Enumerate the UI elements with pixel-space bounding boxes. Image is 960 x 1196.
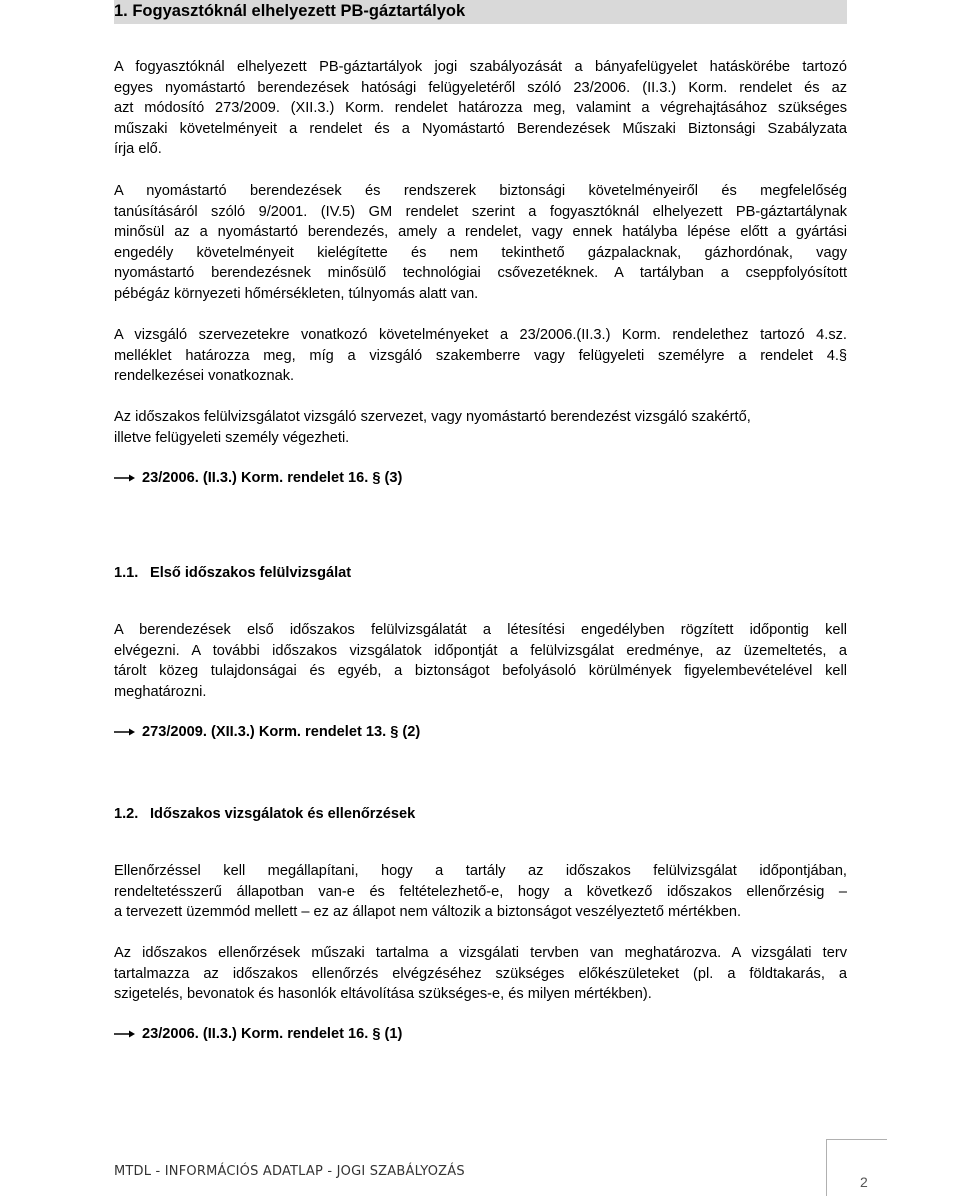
text-line: írja elő.: [114, 141, 162, 158]
page-footer: MTDL - INFORMÁCIÓS ADATLAP - JOGI SZABÁLYOZÁS: [114, 1164, 465, 1179]
text-line: elvégezni. A további időszakos vizsgálatok időpontját a felülvizsgálat eredménye, az üzemeltetés, a: [114, 642, 847, 659]
paragraph-7: [114, 943, 847, 1005]
text-line: azt módosító 273/2009. (XII.3.) Korm. rendelet határozza meg, valamint a végrehajtásához szükséges: [114, 100, 847, 117]
text-line: Ellenőrzéssel kell megállapítani, hogy a tartály az időszakos felülvizsgálat időpontjában,: [114, 863, 847, 879]
reference-text: 23/2006. (II.3.) Korm. rendelet 16. § (1): [142, 1026, 403, 1042]
subsection-number: 1.2.: [114, 806, 139, 822]
subsection-title: Első időszakos felülvizsgálat: [150, 565, 352, 581]
legal-reference-3: [114, 1024, 402, 1044]
text-line: illetve felügyeleti személy végezheti.: [114, 429, 350, 446]
subsection-number: 1.1.: [114, 565, 139, 581]
arrow-right-icon: [114, 1029, 142, 1039]
paragraph-5: [114, 620, 847, 702]
paragraph-1: [114, 57, 847, 160]
text-line: műszaki követelményeit a rendelet és a Nyomástartó Berendezések Műszaki Biztonsági Szabályzata: [114, 120, 847, 137]
text-line: Az időszakos ellenőrzések műszaki tartalma a vizsgálati tervben van meghatározva. A vizsgálati terv: [114, 945, 847, 961]
text-line: tanúsításáról szóló 9/2001. (IV.5) GM rendelet szerint a fogyasztóknál elhelyezett PB-gáztartálynak: [114, 203, 847, 220]
text-line: A nyomástartó berendezések és rendszerek biztonsági követelményeiről és megfelelőség: [114, 183, 847, 199]
text-line: A vizsgáló szervezetekre vonatkozó követelményeket a 23/2006.(II.3.) Korm. rendelethez tartozó 4.sz.: [114, 327, 847, 343]
text-line: pébégáz környezeti hőmérsékleten, túlnyomás alatt van.: [114, 285, 479, 302]
page-number-box: [826, 1139, 887, 1196]
text-line: nyomástartó berendezésnek minősülő technológiai csővezetéknek. A tartályban a cseppfolyósított: [114, 265, 847, 282]
text-line: melléklet határozza meg, míg a vizsgáló szakemberre vagy felügyeleti személyre a rendelet 4.§: [114, 347, 847, 364]
subsection-heading-1-1: [114, 563, 351, 583]
text-line: rendeltetésszerű állapotban van-e és feltételezhető-e, hogy a következő időszakos ellenőrzésig –: [114, 883, 847, 900]
text-line: tartalmazza az időszakos ellenőrzés elvégzéséhez szükséges előkészületeket (pl. a földtakarás, a: [114, 965, 847, 982]
arrow-right-icon: [114, 473, 142, 483]
text-line: minősül az a nyomástartó berendezés, amely a rendelet, vagy ennek hatályba lépése előtt a gyártási: [114, 224, 847, 241]
reference-text: 23/2006. (II.3.) Korm. rendelet 16. § (3): [142, 470, 403, 486]
subsection-heading-1-2: [114, 804, 415, 824]
text-line: engedély követelményeit kielégítette és nem tekinthető gázpalacknak, gázhordónak, vagy: [114, 244, 847, 261]
text-line: szigetelés, bevonatok és hasonlók eltávolítása szükséges-e, és milyen mértékben).: [114, 986, 652, 1003]
text-line: A berendezések első időszakos felülvizsgálatát a létesítési engedélyben rögzített időpontig kell: [114, 622, 847, 638]
text-line: meghatározni.: [114, 683, 207, 700]
reference-text: 273/2009. (XII.3.) Korm. rendelet 13. § (2): [142, 724, 421, 740]
paragraph-6: [114, 861, 847, 923]
legal-reference-2: [114, 722, 420, 742]
section-heading: 1. Fogyasztóknál elhelyezett PB-gáztartályok: [114, 0, 847, 24]
text-line: egyes nyomástartó berendezések hatósági felügyeletéről szóló 23/2006. (II.3.) Korm. rendelet és az: [114, 79, 847, 96]
subsection-title: Időszakos vizsgálatok és ellenőrzések: [150, 806, 416, 822]
page-number: 2: [860, 1174, 868, 1190]
text-line: A fogyasztóknál elhelyezett PB-gáztartályok jogi szabályozását a bányafelügyelet hatáskörébe tartozó: [114, 59, 847, 75]
paragraph-2: [114, 181, 847, 305]
text-line: Az időszakos felülvizsgálatot vizsgáló szervezet, vagy nyomástartó berendezést vizsgáló szakértő,: [114, 409, 751, 425]
paragraph-4: [114, 407, 847, 448]
text-line: rendelkezései vonatkoznak.: [114, 368, 295, 385]
text-line: a tervezett üzemmód mellett – ez az állapot nem változik a biztonságot veszélyeztető mértékben.: [114, 904, 742, 921]
arrow-right-icon: [114, 727, 142, 737]
legal-reference-1: [114, 468, 402, 488]
paragraph-3: [114, 325, 847, 387]
text-line: tárolt közeg tulajdonságai és egyéb, a biztonságot befolyásoló körülmények figyelembevételével kell: [114, 663, 847, 680]
